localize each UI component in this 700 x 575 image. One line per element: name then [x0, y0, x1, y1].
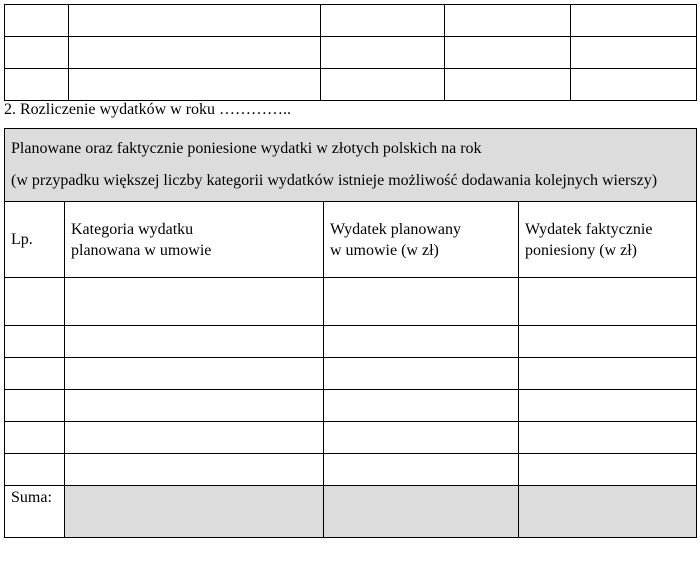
table-row — [5, 454, 697, 486]
description-line: Planowane oraz faktycznie poniesione wydatki w złotych polskich na rok — [11, 140, 482, 157]
table-cell[interactable] — [571, 5, 697, 37]
table-cell[interactable] — [65, 358, 324, 390]
table-cell[interactable] — [445, 37, 571, 69]
table-cell[interactable] — [5, 358, 65, 390]
previous-table-fragment — [4, 4, 697, 101]
table-cell[interactable] — [5, 5, 69, 37]
column-header-category: Kategoria wydatku planowana w umowie — [65, 202, 324, 278]
table-row — [5, 422, 697, 454]
table-row — [5, 390, 697, 422]
table-cell[interactable] — [519, 422, 697, 454]
table-cell[interactable] — [519, 390, 697, 422]
table-cell[interactable] — [519, 454, 697, 486]
table-cell[interactable] — [65, 390, 324, 422]
table-row — [5, 5, 697, 37]
table-cell[interactable] — [65, 326, 324, 358]
table-cell[interactable] — [5, 37, 69, 69]
table-description — [5, 129, 697, 202]
description-line: (w przypadku większej liczby kategorii wydatków istnieje możliwość dodawania kolejnych wierszy) — [11, 172, 658, 189]
table-cell[interactable] — [69, 5, 321, 37]
table-cell[interactable] — [65, 278, 324, 326]
column-header-actual: Wydatek faktycznie poniesiony (w zł) — [519, 202, 697, 278]
table-cell[interactable] — [519, 326, 697, 358]
table-cell[interactable] — [5, 422, 65, 454]
table-cell[interactable] — [445, 69, 571, 101]
column-header-planned: Wydatek planowany w umowie (w zł) — [324, 202, 519, 278]
sum-cell-category — [65, 486, 324, 538]
table-cell[interactable] — [65, 454, 324, 486]
table-cell[interactable] — [324, 454, 519, 486]
sum-cell-actual[interactable] — [519, 486, 697, 538]
table-cell[interactable] — [69, 37, 321, 69]
table-cell[interactable] — [324, 358, 519, 390]
table-cell[interactable] — [321, 37, 445, 69]
table-cell[interactable] — [321, 5, 445, 37]
table-cell[interactable] — [519, 278, 697, 326]
section-heading: 2. Rozliczenie wydatków w roku ………….. — [4, 101, 292, 118]
table-cell[interactable] — [65, 422, 324, 454]
table-cell[interactable] — [445, 5, 571, 37]
table-cell[interactable] — [321, 69, 445, 101]
table-row — [5, 37, 697, 69]
table-cell[interactable] — [519, 358, 697, 390]
table-cell[interactable] — [571, 37, 697, 69]
column-header-lp: Lp. — [5, 202, 65, 278]
table-row — [5, 69, 697, 101]
table-cell[interactable] — [5, 69, 69, 101]
table-cell[interactable] — [324, 390, 519, 422]
sum-row — [5, 486, 697, 538]
table-cell[interactable] — [5, 326, 65, 358]
table-row — [5, 326, 697, 358]
table-cell[interactable] — [571, 69, 697, 101]
sum-label: Suma: — [5, 486, 65, 538]
table-cell[interactable] — [5, 454, 65, 486]
table-row — [5, 358, 697, 390]
table-row — [5, 278, 697, 326]
expenses-table — [4, 128, 697, 538]
table-description-row — [5, 129, 697, 202]
table-cell[interactable] — [5, 278, 65, 326]
table-cell[interactable] — [324, 326, 519, 358]
table-cell[interactable] — [324, 422, 519, 454]
table-cell[interactable] — [69, 69, 321, 101]
column-header-row — [5, 202, 697, 278]
table-cell[interactable] — [324, 278, 519, 326]
table-cell[interactable] — [5, 390, 65, 422]
sum-cell-planned[interactable] — [324, 486, 519, 538]
